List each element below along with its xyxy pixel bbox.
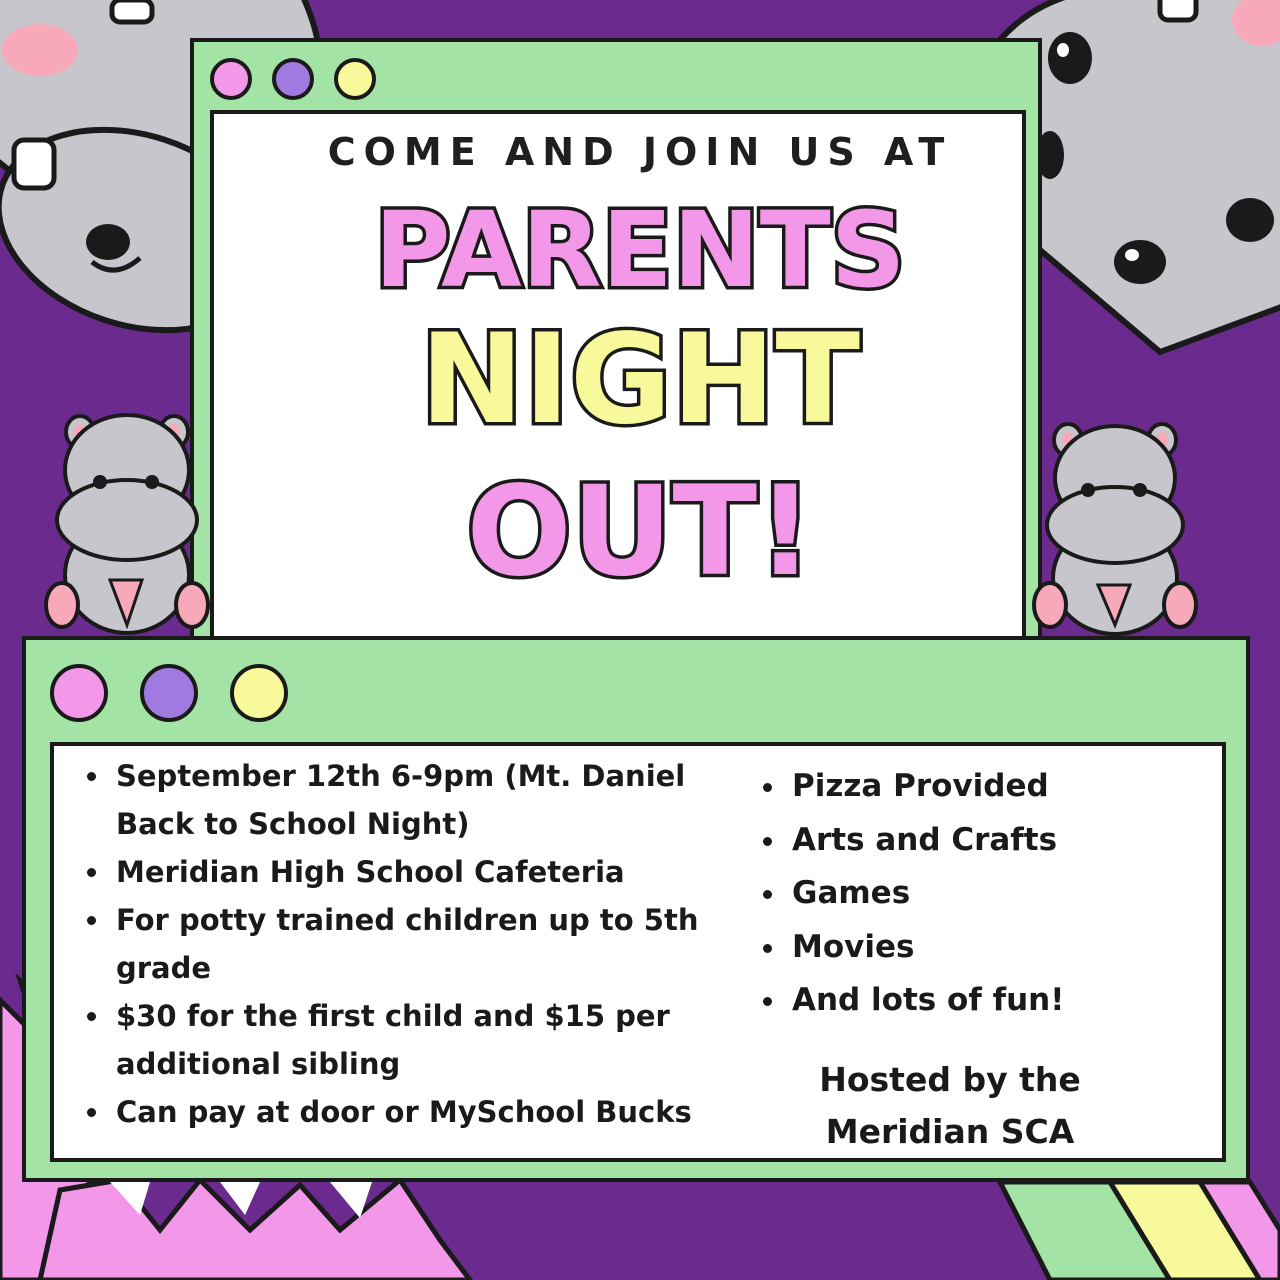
list-item: • For potty trained children up to 5th grade [112, 896, 732, 992]
window-dot-icon [230, 664, 288, 722]
title-line-1: PARENTS [374, 189, 906, 311]
window-dot-icon [334, 58, 376, 100]
host-line-1: Hosted by the [819, 1060, 1081, 1099]
stripe-decoration [1000, 1182, 1280, 1280]
window-dot-icon [50, 664, 108, 722]
list-item: • Movies [788, 921, 1208, 975]
host-line-2: Meridian SCA [825, 1112, 1075, 1151]
event-details-list [80, 752, 732, 1136]
list-item: • Arts and Crafts [788, 814, 1208, 868]
window-dot-icon [140, 664, 198, 722]
title-line-3: OUT! [466, 460, 814, 604]
list-item: • Games [788, 867, 1208, 921]
list-item: • Can pay at door or MySchool Bucks [112, 1088, 732, 1136]
host-credit [790, 1054, 1110, 1158]
title-line-2: NIGHT [419, 308, 861, 452]
window-dot-icon [210, 58, 252, 100]
list-item: • Pizza Provided [788, 760, 1208, 814]
window-dot-icon [272, 58, 314, 100]
activities-list [756, 760, 1208, 1028]
list-item: • $30 for the first child and $15 per additional sibling [112, 992, 732, 1088]
list-item: • September 12th 6-9pm (Mt. Daniel Back to School Night) [112, 752, 732, 848]
list-item: • And lots of fun! [788, 974, 1208, 1028]
list-item: • Meridian High School Cafeteria [112, 848, 732, 896]
intro-text: COME AND JOIN US AT [327, 130, 953, 174]
